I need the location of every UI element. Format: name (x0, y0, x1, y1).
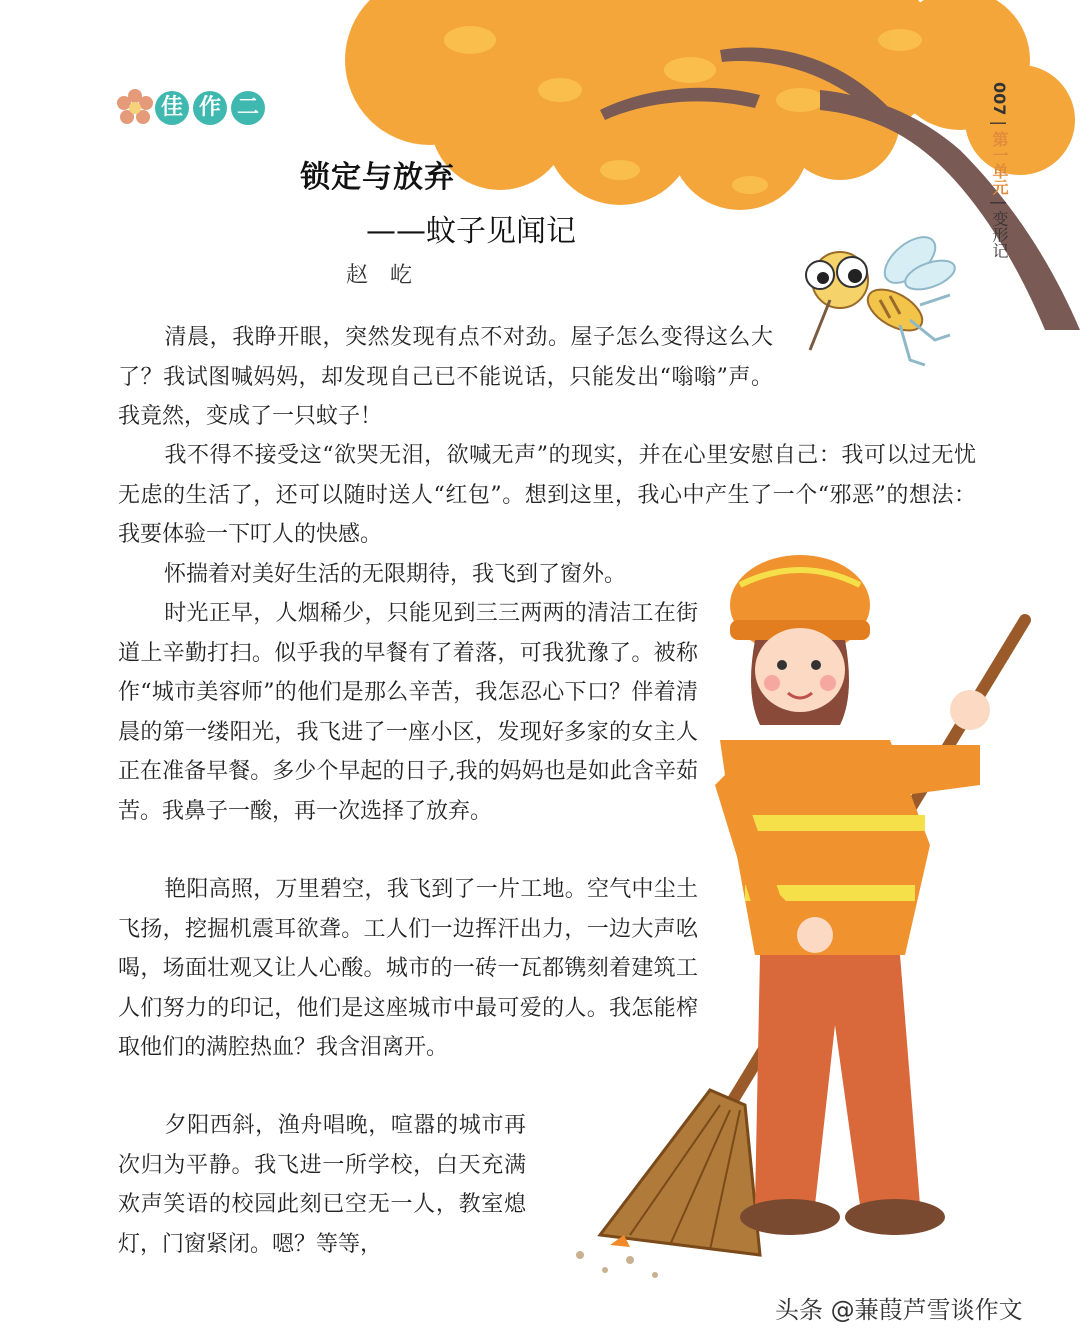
flower-icon (115, 88, 155, 128)
topic-label: 变形记 (990, 210, 1009, 259)
article-title: 锁定与放弃 (300, 160, 455, 195)
badge-char: 佳 (155, 91, 189, 125)
mosquito-illustration (790, 220, 970, 380)
badge-char: 作 (193, 91, 227, 125)
article-paragraph: 夕阳西斜，渔舟唱晚，喧嚣的城市再次归为平静。我飞进一所学校，白天充满欢声笑语的校园此刻已空无一人，教室熄灯，门窗紧闭。嗯？等等， (118, 1113, 526, 1257)
article-paragraph: 时光正早，人烟稀少，只能见到三三两两的清洁工在街道上辛勤打扫。似乎我的早餐有了着落，可我犹豫了。被称作“城市美容师”的他们是那么辛苦，我怎忍心下口？伴着清晨的第一缕阳光，我飞进了一座小区，发现好多家的女主人正在准备早餐。多少个早起的日子,我的妈妈也是如此含辛茹苦。我鼻子一酸，再一次选择了放弃。 (118, 601, 698, 824)
watermark (775, 1290, 1023, 1325)
article-paragraph: 我不得不接受这“欲哭无泪，欲喊无声”的现实，并在心里安慰自己：我可以过无忧无虑的生活了，还可以随时送人“红包”。想到这里，我心中产生了一个“邪恶”的想法：我要体验一下叮人的快感。 (118, 443, 976, 547)
badge-char: 二 (231, 91, 265, 125)
article-paragraph: 清晨，我睁开眼，突然发现有点不对劲。屋子怎么变得这么大了？我试图喊妈妈，却发现自己已不能说话，只能发出“嗡嗡”声。我竟然，变成了一只蚊子！ (118, 325, 773, 429)
page-number: 007 (990, 82, 1009, 116)
section-badge (115, 88, 265, 128)
page-side-label: 007 | 第一单元 | 变形记 (990, 82, 1009, 259)
account-handle: @蒹葭芦雪谈作文 (830, 1296, 1023, 1324)
article-subtitle: ——蚊子见闻记 (366, 214, 576, 249)
article-paragraph: 怀揣着对美好生活的无限期待，我飞到了窗外。 (164, 562, 627, 587)
platform-label: 头条 (775, 1296, 823, 1324)
article-paragraph: 艳阳高照，万里碧空，我飞到了一片工地。空气中尘土飞扬，挖掘机震耳欲聋。工人们一边挥汗出力，一边大声吆喝，场面壮观又让人心酸。城市的一砖一瓦都镌刻着建筑工人们努力的印记，他们是这座城市中最可爱的人。我怎能榨取他们的满腔热血？我含泪离开。 (118, 877, 698, 1060)
unit-label: 第一单元 (990, 130, 1009, 195)
article-author: 赵屹 (346, 263, 435, 288)
